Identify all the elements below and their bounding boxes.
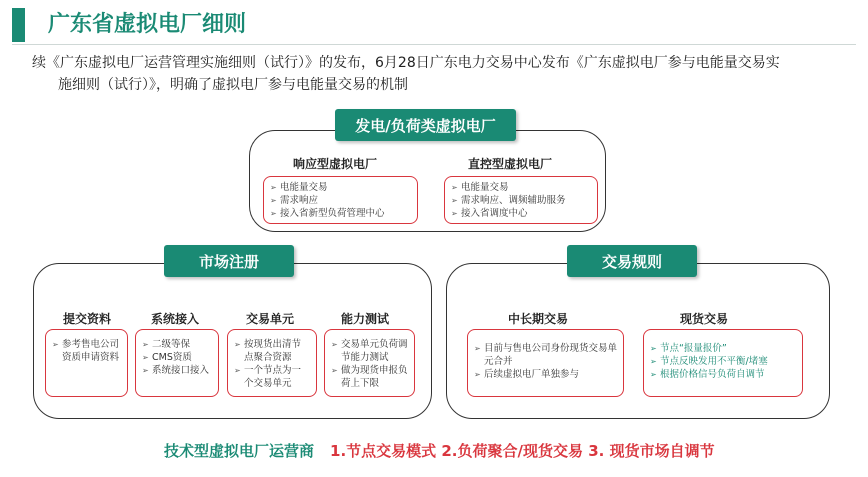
intro-line-1: 续《广东虚拟电厂运营管理实施细则（试行）》的发布，6月28日广东电力交易中心发布《广东虚拟电厂参与电能量交易实 xyxy=(32,55,780,71)
list-item: ➢ 需求响应 xyxy=(270,194,411,207)
list-item: ➢ 电能量交易 xyxy=(451,181,591,194)
capability-test-box xyxy=(324,329,415,397)
mid-long-term-box xyxy=(467,329,624,397)
response-vpp-box xyxy=(263,176,418,224)
system-access-box xyxy=(135,329,219,397)
list-item: ➢ 参考售电公司资质申请资料 xyxy=(52,338,121,364)
list-item: ➢ 目前与售电公司身份现货交易单元合并 xyxy=(474,342,617,368)
market-registration-tag: 市场注册 xyxy=(164,245,294,277)
system-access-heading: 系统接入 xyxy=(151,312,200,326)
title-accent-bar xyxy=(12,8,25,42)
list-item: ➢ 系统接口接入 xyxy=(142,364,212,377)
list-item: ➢ 接入省新型负荷管理中心 xyxy=(270,207,411,220)
direct-control-vpp-heading: 直控型虚拟电厂 xyxy=(468,157,553,171)
list-item: ➢ 交易单元负荷调节能力测试 xyxy=(331,338,408,364)
title-divider xyxy=(12,44,856,45)
page-title: 广东省虚拟电厂细则 xyxy=(48,12,247,37)
mid-long-term-heading: 中长期交易 xyxy=(508,312,569,326)
trading-unit-heading: 交易单元 xyxy=(246,312,295,326)
list-item: ➢ 需求响应、调频辅助服务 xyxy=(451,194,591,207)
list-item: ➢ 一个节点为一个交易单元 xyxy=(234,364,310,390)
list-item: ➢ 电能量交易 xyxy=(270,181,411,194)
list-item: ➢ 做为现货申报负荷上下限 xyxy=(331,364,408,390)
spot-trading-box xyxy=(643,329,803,397)
list-item: ➢ 按现货出清节点聚合资源 xyxy=(234,338,310,364)
intro-text xyxy=(32,52,832,96)
list-item: ➢ 根据价格信号负荷自调节 xyxy=(650,368,796,381)
submit-materials-heading: 提交资料 xyxy=(63,312,112,326)
submit-materials-box xyxy=(45,329,128,397)
capability-test-heading: 能力测试 xyxy=(341,312,390,326)
intro-line-2: 施细则（试行）》，明确了虚拟电厂参与电能量交易的机制 xyxy=(58,77,408,93)
list-item: ➢ CMS资质 xyxy=(142,351,212,364)
footer-items: 1.节点交易模式 2.负荷聚合/现货交易 3. 现货市场自调节 xyxy=(330,442,715,460)
list-item: ➢ 接入省调度中心 xyxy=(451,207,591,220)
footer-summary xyxy=(164,440,715,461)
list-item: ➢ 节点反映发用不平衡/堵塞 xyxy=(650,355,796,368)
trading-unit-box xyxy=(227,329,317,397)
footer-title: 技术型虚拟电厂运营商 xyxy=(164,442,315,460)
response-vpp-heading: 响应型虚拟电厂 xyxy=(293,157,378,171)
trading-rules-tag: 交易规则 xyxy=(567,245,697,277)
list-item: ➢ 后续虚拟电厂单独参与 xyxy=(474,368,617,381)
generation-load-vpp-tag: 发电/负荷类虚拟电厂 xyxy=(335,109,516,141)
direct-control-vpp-box xyxy=(444,176,598,224)
spot-trading-heading: 现货交易 xyxy=(680,312,729,326)
list-item: ➢ 二级等保 xyxy=(142,338,212,351)
list-item: ➢ 节点“报量报价” xyxy=(650,342,796,355)
